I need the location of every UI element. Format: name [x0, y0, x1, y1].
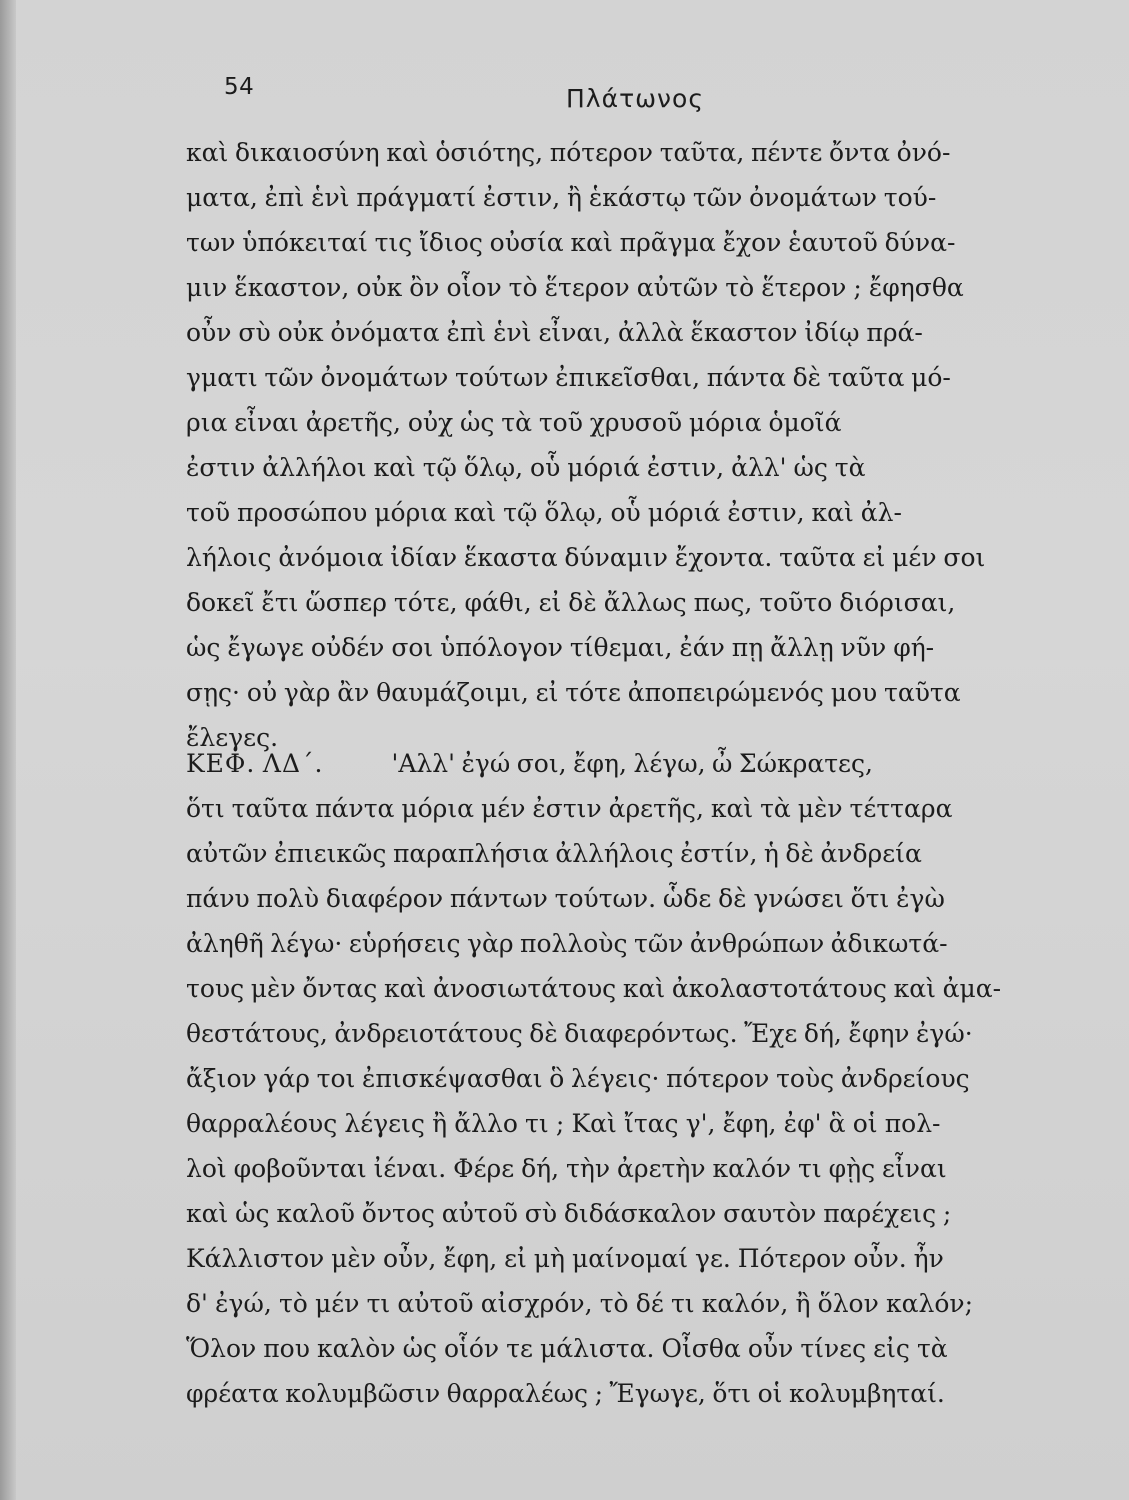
text-line: καὶ δικαιοσύνη καὶ ὁσιότης, πότερον ταῦτα, πέντε ὄντα ὀνό-: [186, 138, 951, 167]
text-line: των ὑπόκειταί τις ἴδιος οὐσία καὶ πρᾶγμα ἔχον ἑαυτοῦ δύνα-: [186, 228, 956, 257]
paragraph-2: [186, 741, 1126, 1416]
text-line: οὖν σὺ οὐκ ὀνόματα ἐπὶ ἑνὶ εἶναι, ἀλλὰ ἕκαστον ἰδίῳ πρά-: [186, 318, 923, 347]
chapter-heading-line: [186, 741, 1126, 786]
text-line: ἔλεγες.: [186, 723, 279, 752]
text-line: ὅτι ταῦτα πάντα μόρια μέν ἐστιν ἀρετῆς, καὶ τὰ μὲν τέτταρα: [186, 794, 953, 823]
text-line: καὶ ὡς καλοῦ ὄντος αὐτοῦ σὺ διδάσκαλον σαυτὸν παρέχεις ;: [186, 1199, 952, 1228]
text-line: 'Αλλ' ἐγώ σοι, ἔφη, λέγω, ὦ Σώκρατες,: [391, 749, 873, 778]
text-line: λήλοις ἀνόμοια ἰδίαν ἕκαστα δύναμιν ἔχοντα. ταῦτα εἰ μέν σοι: [186, 543, 986, 572]
text-line: σῃς· οὐ γὰρ ἂν θαυμάζοιμι, εἰ τότε ἀποπειρώμενός μου ταῦτα: [186, 678, 961, 707]
text-line: Κάλλιστον μὲν οὖν, ἔφη, εἰ μὴ μαίνομαί γε. Πότερον οὖν. ἦν: [186, 1244, 944, 1273]
chapter-label: ΚΕΦ. ΛΔ΄.: [186, 749, 324, 778]
text-line: ἀληθῆ λέγω· εὑρήσεις γὰρ πολλοὺς τῶν ἀνθρώπων ἀδικωτά-: [186, 929, 948, 958]
text-line: δοκεῖ ἔτι ὥσπερ τότε, φάθι, εἰ δὲ ἄλλως πως, τοῦτο διόρισαι,: [186, 588, 956, 617]
text-line: ὡς ἔγωγε οὐδέν σοι ὑπόλογον τίθεμαι, ἐάν πῃ ἄλλῃ νῦν φή-: [186, 633, 935, 662]
text-line: τοῦ προσώπου μόρια καὶ τῷ ὅλῳ, οὗ μόριά ἐστιν, καὶ ἀλ-: [186, 498, 902, 527]
text-line: ἄξιον γάρ τοι ἐπισκέψασθαι ὃ λέγεις· πότερον τοὺς ἀνδρείους: [186, 1064, 970, 1093]
text-line: Ὅλον που καλὸν ὡς οἷόν τε μάλιστα. Οἶσθα οὖν τίνες εἰς τὰ: [186, 1334, 948, 1363]
text-line: αὐτῶν ἐπιεικῶς παραπλήσια ἀλλήλοις ἐστίν, ἡ δὲ ἀνδρεία: [186, 839, 922, 868]
text-line: λοὶ φοβοῦνται ἰέναι. Φέρε δή, τὴν ἀρετὴν καλόν τι φῂς εἶναι: [186, 1154, 947, 1183]
text-line: θεστάτους, ἀνδρειοτάτους δὲ διαφερόντως. Ἔχε δή, ἔφην ἐγώ·: [186, 1019, 973, 1048]
text-line: ἐστιν ἀλλήλοι καὶ τῷ ὅλῳ, οὗ μόριά ἐστιν, ἀλλ' ὡς τὰ: [186, 453, 866, 482]
page-number: 54: [224, 74, 255, 100]
text-line: τους μὲν ὄντας καὶ ἀνοσιωτάτους καὶ ἀκολαστοτάτους καὶ ἀμα-: [186, 974, 1002, 1003]
page-edge-shadow: [0, 0, 16, 1500]
text-line: φρέατα κολυμβῶσιν θαρραλέως ; Ἔγωγε, ὅτι οἱ κολυμβηταί.: [186, 1379, 945, 1408]
paragraph-1: [186, 130, 1126, 760]
text-line: γματι τῶν ὀνομάτων τούτων ἐπικεῖσθαι, πάντα δὲ ταῦτα μό-: [186, 363, 951, 392]
text-line: δ' ἐγώ, τὸ μέν τι αὐτοῦ αἰσχρόν, τὸ δέ τι καλόν, ἢ ὅλον καλόν;: [186, 1289, 973, 1318]
running-head: Πλάτωνος: [566, 84, 704, 113]
text-line: μιν ἕκαστον, οὐκ ὂν οἷον τὸ ἕτερον αὐτῶν τὸ ἕτερον ; ἔφησθα: [186, 273, 964, 302]
text-line: ρια εἶναι ἀρετῆς, οὐχ ὡς τὰ τοῦ χρυσοῦ μόρια ὁμοῖά: [186, 408, 842, 437]
text-line: πάνυ πολὺ διαφέρον πάντων τούτων. ὧδε δὲ γνώσει ὅτι ἐγὼ: [186, 884, 945, 913]
text-line: θαρραλέους λέγεις ἢ ἄλλο τι ; Καὶ ἴτας γ', ἔφη, ἐφ' ἃ οἱ πολ-: [186, 1109, 941, 1138]
text-line: ματα, ἐπὶ ἑνὶ πράγματί ἐστιν, ἢ ἑκάστῳ τῶν ὀνομάτων τού-: [186, 183, 937, 212]
